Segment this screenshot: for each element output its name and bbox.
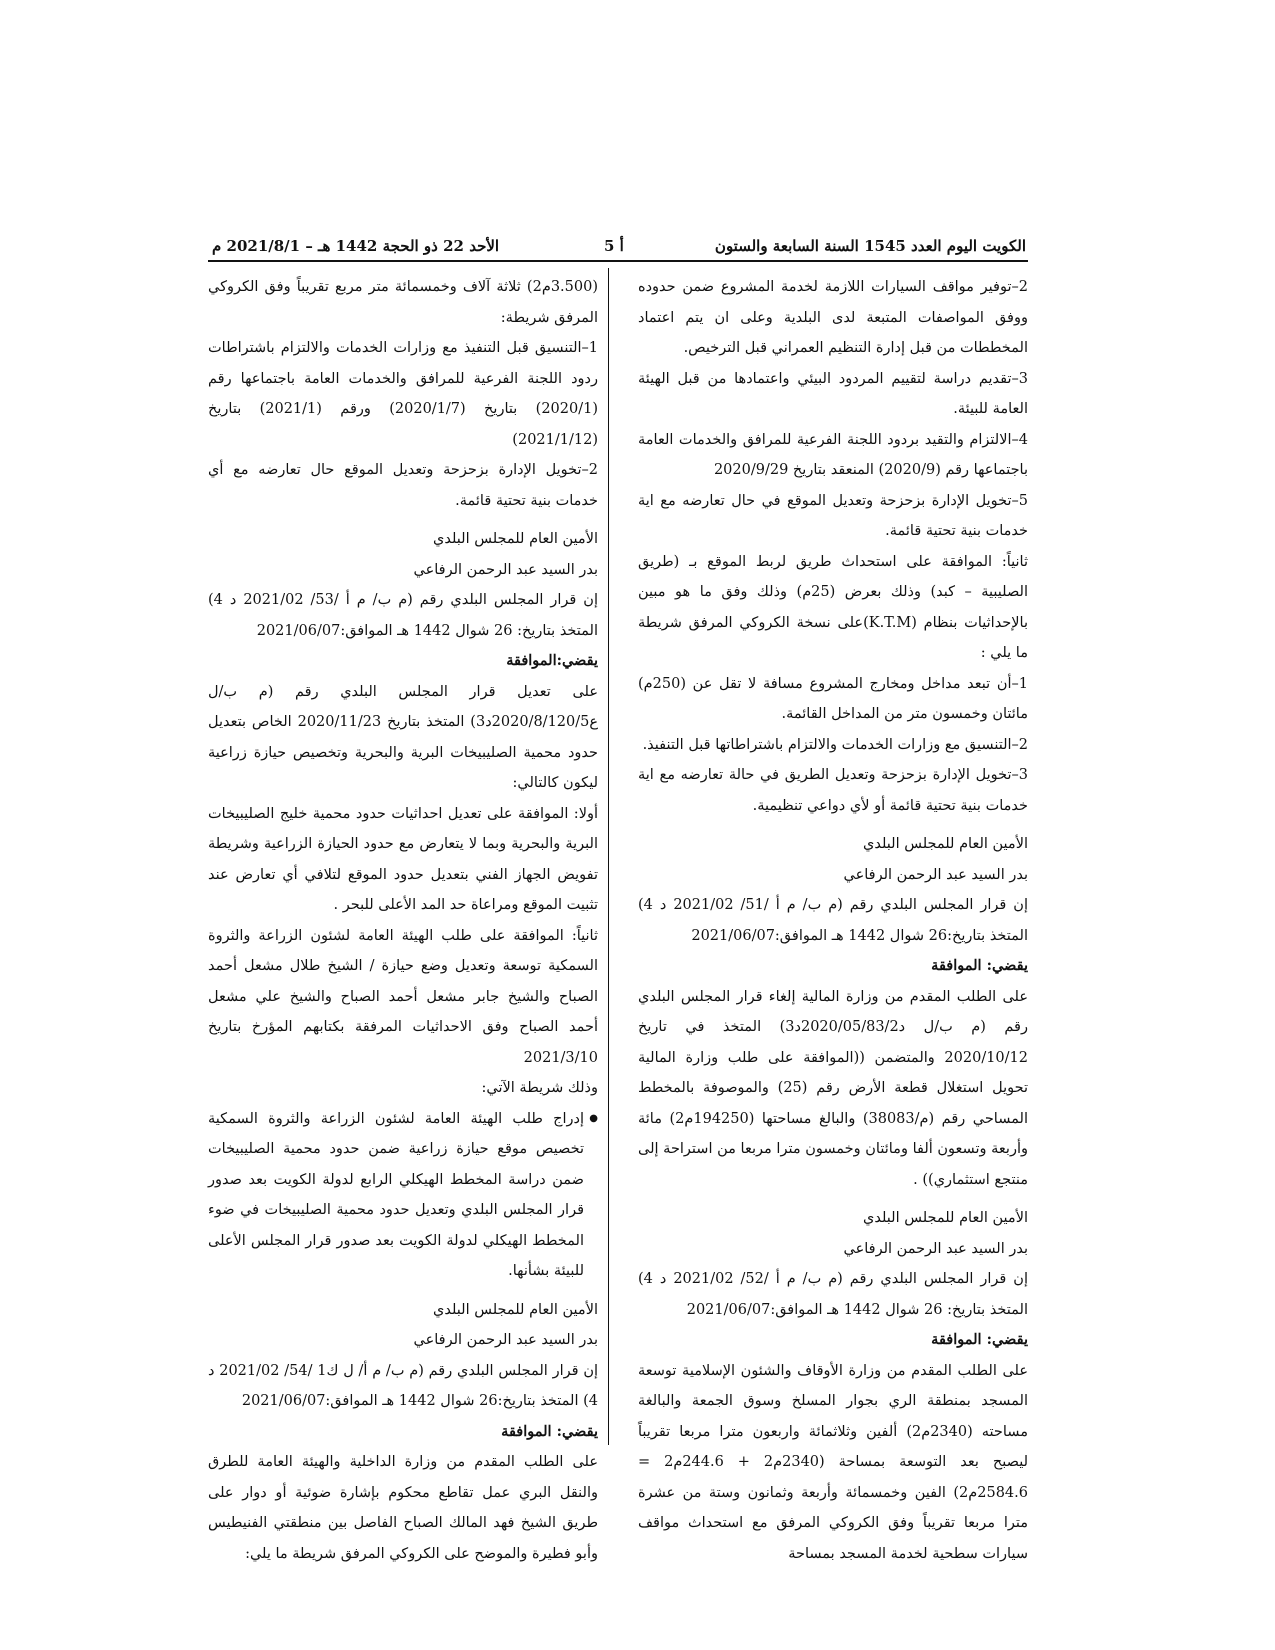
decision-ruling: يقضي: الموافقة [931, 957, 1028, 974]
decision-heading: إن قرار المجلس البلدي رقم (م ب/ م أ/ ل ك1 /54/ 2021/02 د 4) المتخذ بتاريخ:26 شوال 1442 هـ الموافق:2021/06/07 [208, 1362, 598, 1409]
paragraph: (3.500م2) ثلاثة آلاف وخمسمائة متر مربع تقريباً وفق الكروكي المرفق شريطة: [208, 279, 598, 326]
signature-name: بدر السيد عبد الرحمن الرفاعي [843, 1240, 1028, 1257]
paragraph: 2–توفير مواقف السيارات اللازمة لخدمة المشروع ضمن حدوده ووفق المواصفات المتبعة لدى البلدية وعلى ان يتم اعتماد المخططات من قبل إدارة التنظيم العمراني قبل الترخيص. [638, 279, 1028, 356]
issue-info: الكويت اليوم العدد 1545 السنة السابعة والستون [714, 237, 1026, 255]
left-column [208, 272, 598, 1569]
decision-heading: إن قرار المجلس البلدي رقم (م ب/ م أ /52/ 2021/02 د 4) المتخذ بتاريخ: 26 شوال 1442 هـ الموافق:2021/06/07 [638, 1271, 1028, 1318]
signature-name: بدر السيد عبد الرحمن الرفاعي [413, 1332, 598, 1348]
paragraph: 3–تقديم دراسة لتقييم المردود البيئي واعتمادها من قبل الهيئة العامة للبيئة. [638, 370, 1028, 417]
paragraph: 5–تخويل الإدارة بزحزحة وتعديل الموقع في حال تعارضه مع اية خدمات بنية تحتية قائمة. [638, 492, 1028, 539]
paragraph: على الطلب المقدم من وزارة الداخلية والهيئة العامة للطرق والنقل البري عمل تقاطع محكوم بإشارة ضوئية أو دوار على طريق الشيخ فهد المالك الصباح الفاصل بين منطقتي الفنيطيس وأبو فطيرة والموضح على الكروكي المرفق شريطة ما يلي: [208, 1454, 598, 1562]
paragraph: ثانياً: الموافقة على طلب الهيئة العامة لشئون الزراعة والثروة السمكية توسعة وتعديل وضع حيازة / الشيخ طلال مشعل أحمد الصباح والشيخ جابر مشعل أحمد الصباح والشيخ علي مشعل أحمد الصباح وفق الاحداثيات المرفقة بكتابهم المؤرخ بتاريخ 2021/3/10 [208, 927, 598, 1066]
decision-ruling: يقضي:الموافقة [506, 652, 598, 669]
issue-date: الأحد 22 ذو الحجة 1442 هـ – 2021/8/1 م [212, 237, 500, 255]
paragraph: 2–تخويل الإدارة بزحزحة وتعديل الموقع حال تعارضه مع أي خدمات بنية تحتية قائمة. [208, 462, 598, 509]
signature-title: الأمين العام للمجلس البلدي [433, 1301, 598, 1318]
column-divider [608, 268, 609, 1445]
signature-name: بدر السيد عبد الرحمن الرفاعي [413, 561, 598, 578]
signature-title: الأمين العام للمجلس البلدي [863, 836, 1028, 852]
decision-heading: إن قرار المجلس البلدي رقم (م ب/ م أ /51/ 2021/02 د 4) المتخذ بتاريخ:26 شوال 1442 هـ الموافق:2021/06/07 [638, 897, 1028, 944]
signature-title: الأمين العام للمجلس البلدي [863, 1210, 1028, 1226]
paragraph: على الطلب المقدم من وزارة المالية إلغاء قرار المجلس البلدي رقم (م ب/ل د2020/05/83/2د3) المتخذ في تاريخ 2020/10/12 والمتضمن ((الموافقة على طلب وزارة المالية تحويل استغلال قطعة الأرض رقم (25) والموصوفة بالمخطط المساحي رقم (م/38083) والبالغ مساحتها (194250م2) مائة وأربعة وتسعون ألفا ومائتان وخمسون مترا مربعا من استراحة إلى منتجع استثماري)) . [638, 988, 1028, 1188]
paragraph: وذلك شريطة الآتي: [481, 1080, 598, 1096]
bullet-item: ● إدراج طلب الهيئة العامة لشئون الزراعة والثروة السمكية تخصيص موقع حيازة زراعية ضمن حدود محمية الصليبيخات ضمن دراسة المخطط الهيكلي الرابع لدولة الكويت بعد صدور قرار المجلس البلدي وتعديل حدود محمية الصليبيخات في ضوء المخطط الهيكلي لدولة الكويت بعد صدور قرار المجلس الأعلى للبيئة بشأنها. [208, 1104, 598, 1287]
paragraph: 3–تخويل الإدارة بزحزحة وتعديل الطريق في حالة تعارضه مع اية خدمات بنية تحتية قائمة أو لأي دواعي تنظيمية. [638, 767, 1028, 814]
paragraph: 4–الالتزام والتقيد بردود اللجنة الفرعية للمرافق والخدمات العامة باجتماعها رقم (2020/9) المنعقد بتاريخ 2020/9/29 [638, 431, 1028, 478]
decision-ruling: يقضي: الموافقة [501, 1422, 598, 1440]
paragraph: 1–التنسيق قبل التنفيذ مع وزارات الخدمات والالتزام باشتراطات ردود اللجنة الفرعية للمرافق والخدمات العامة باجتماعها رقم (2020/1) بتاريخ (2020/1/7) ورقم (2021/1) بتاريخ (2021/1/12) [208, 340, 598, 448]
signature-name: بدر السيد عبد الرحمن الرفاعي [843, 866, 1028, 883]
gazette-page [208, 232, 1028, 1562]
paragraph: على تعديل قرار المجلس البلدي رقم (م ب/ل ع2020/8/120/5د3) المتخذ بتاريخ 2020/11/23 الخاص بتعديل حدود محمية الصليبيخات البرية والبحرية وتخصيص حيازة زراعية ليكون كالتالي: [208, 683, 599, 791]
decision-ruling: يقضي: الموافقة [931, 1331, 1028, 1348]
paragraph: أولا: الموافقة على تعديل احداثيات حدود محمية خليج الصليبيخات البرية والبحرية وبما لا يتعارض مع حدود الحيازة الزراعية وشريطة تفويض الجهاز الفني بتعديل حدود الموقع لتلافي أي تعارض عند تثبيت الموقع ومراعاة حد المد الأعلى للبحر . [208, 805, 598, 913]
paragraph: ثانياً: الموافقة على استحداث طريق لربط الموقع بـ (طريق الصليبية – كبد) وذلك بعرض (25م) وذلك وفق ما هو مبين بالإحداثيات بنظام (K.T.M)على نسخة الكروكي المرفق شريطة ما يلي : [638, 553, 1028, 661]
signature-title: الأمين العام للمجلس البلدي [433, 531, 598, 547]
paragraph: على الطلب المقدم من وزارة الأوقاف والشئون الإسلامية توسعة المسجد بمنطقة الري بجوار المسلخ وسوق الجمعة والبالغة مساحته (2340م2) ألفين وثلاثمائة واربعون مترا مربعا تقريباً ليصبح بعد التوسعة بمساحة (2340م2 + 244.6م2 = 2584.6م2) الفين وخمسمائة وأربعة وثمانون وستة من عشرة مترا مربعا تقريباً وفق الكروكي المرفق مع استحداث مواقف سيارات سطحية لخدمة المسجد بمساحة [638, 1362, 1028, 1562]
right-column [638, 272, 1028, 1569]
paragraph: 2–التنسيق مع وزارات الخدمات والالتزام باشتراطاتها قبل التنفيذ. [642, 736, 1028, 753]
paragraph: 1–أن تبعد مداخل ومخارج المشروع مسافة لا تقل عن (250م) مائتان وخمسون متر من المداخل القائمة. [638, 675, 1028, 722]
page-header [208, 232, 1028, 262]
page-number: أ 5 [604, 237, 624, 255]
decision-heading: إن قرار المجلس البلدي رقم (م ب/ م أ /53/ 2021/02 د 4) المتخذ بتاريخ: 26 شوال 1442 هـ الموافق:2021/06/07 [208, 592, 598, 639]
